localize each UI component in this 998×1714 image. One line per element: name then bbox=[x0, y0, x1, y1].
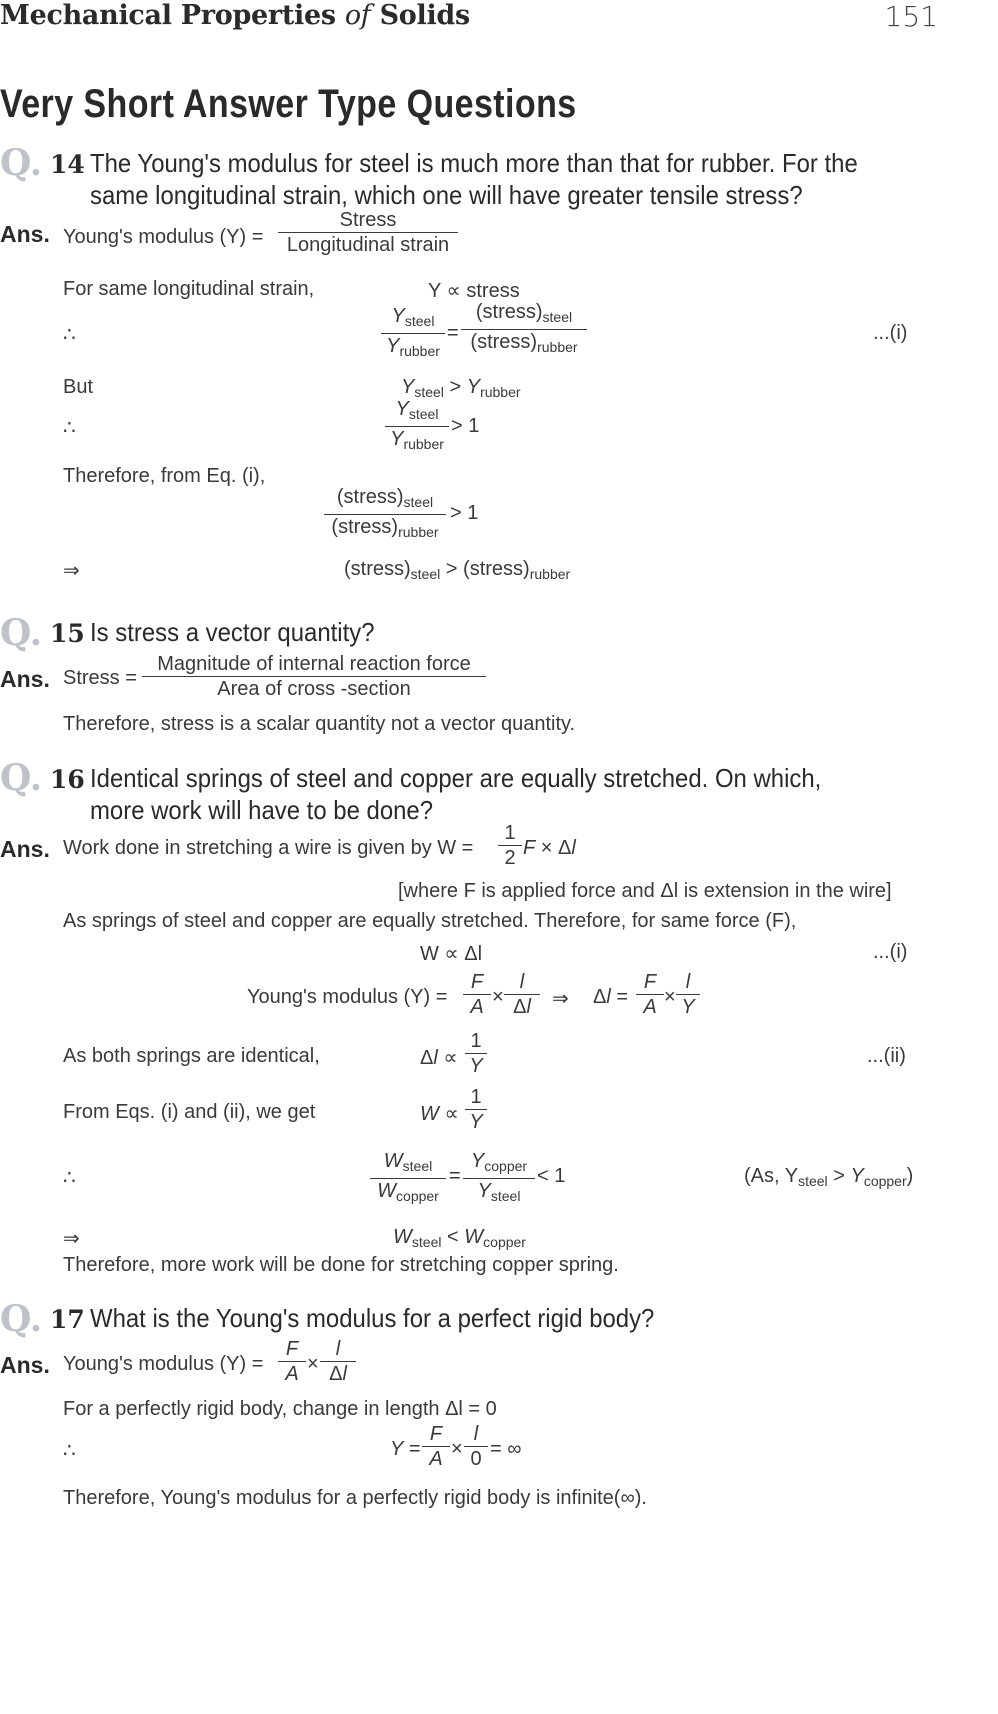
fraction-numerator: F bbox=[470, 971, 484, 993]
fraction-numerator: 1 bbox=[470, 1030, 482, 1052]
fraction-denominator: $Y_{rubber}$ bbox=[381, 333, 445, 363]
fraction-denominator: Δl bbox=[320, 1361, 356, 1386]
fraction-denominator: Longitudinal strain bbox=[278, 232, 458, 257]
half-fraction bbox=[500, 821, 520, 870]
fraction-numerator: l bbox=[335, 1338, 341, 1360]
from-eqs-text: From Eqs. (i) and (ii), we get bbox=[63, 1101, 316, 1123]
question-mark-icon: Q. bbox=[0, 757, 43, 799]
question-number: 15 bbox=[50, 619, 85, 648]
conclusion-text: Therefore, stress is a scalar quantity not a vector quantity. bbox=[63, 713, 576, 735]
w-prop: W ∝ bbox=[420, 1103, 459, 1125]
fraction-numerator: Magnitude of internal reaction force bbox=[157, 653, 471, 675]
w-steel-lt-w-copper: $W_{steel} < W_{copper}$ bbox=[393, 1226, 526, 1250]
times-sign: × bbox=[307, 1353, 319, 1375]
stress-fraction bbox=[144, 652, 484, 701]
implies-symbol: ⇒ bbox=[552, 988, 569, 1010]
l-over-zero-fraction bbox=[466, 1422, 486, 1471]
equals-infinity: = ∞ bbox=[490, 1438, 522, 1460]
l-over-dl-fraction bbox=[322, 1337, 354, 1386]
stress-ratio-fraction bbox=[463, 300, 585, 359]
question-text-line2: same longitudinal strain, which one will have greater tensile stress? bbox=[90, 180, 803, 210]
implies-symbol: ⇒ bbox=[63, 560, 80, 582]
fraction-numerator: 1 bbox=[470, 1086, 482, 1108]
rigid-body-text: For a perfectly rigid body, change in length Δl = 0 bbox=[63, 1398, 497, 1420]
fraction-denominator: 0 bbox=[464, 1446, 488, 1471]
youngs-modulus-label: Young's modulus (Y) = bbox=[63, 226, 264, 248]
answer-label: Ans. bbox=[0, 1352, 50, 1378]
question-number: 17 bbox=[50, 1305, 85, 1334]
same-strain-text: For same longitudinal strain, bbox=[63, 278, 315, 300]
from-eq-text: Therefore, from Eq. (i), bbox=[63, 465, 266, 487]
question-mark-icon: Q. bbox=[0, 1298, 43, 1340]
f-over-a-fraction bbox=[465, 970, 489, 1019]
question-text-line1: Identical springs of steel and copper are equally stretched. On which, bbox=[90, 763, 822, 793]
fraction-numerator: l bbox=[685, 971, 691, 993]
w-prop-dl: W ∝ Δl bbox=[420, 943, 483, 965]
fraction-denominator: $Y_{rubber}$ bbox=[385, 426, 449, 456]
therefore-symbol: ∴ bbox=[63, 1440, 76, 1462]
question-mark-icon: Q. bbox=[0, 142, 43, 184]
fraction-numerator: l bbox=[519, 971, 525, 993]
fraction-denominator: $(stress)_{rubber}$ bbox=[461, 329, 587, 359]
times-sign: × bbox=[492, 986, 504, 1008]
fraction-denominator: A bbox=[636, 994, 664, 1019]
answer-label: Ans. bbox=[0, 836, 50, 862]
f-over-a-fraction bbox=[424, 1422, 448, 1471]
fraction-numerator: $(stress)_{steel}$ bbox=[475, 301, 573, 325]
question-text-line1: The Young's modulus for steel is much more than that for rubber. For the bbox=[90, 148, 858, 178]
question-text-line1: What is the Young's modulus for a perfect rigid body? bbox=[90, 1303, 655, 1333]
fraction-denominator: 2 bbox=[498, 845, 522, 870]
l-over-dl-fraction bbox=[506, 970, 538, 1019]
fraction-numerator: F bbox=[285, 1338, 299, 1360]
equals-sign: = bbox=[447, 322, 459, 344]
greater-than-one: > 1 bbox=[451, 415, 480, 437]
fraction-numerator: $W_{steel}$ bbox=[383, 1150, 433, 1174]
fraction-numerator: $(stress)_{steel}$ bbox=[336, 486, 434, 510]
answer-label: Ans. bbox=[0, 221, 50, 247]
y-ratio-fraction bbox=[465, 1149, 533, 1208]
therefore-symbol: ∴ bbox=[63, 324, 76, 346]
conclusion-text: Therefore, Young's modulus for a perfectly rigid body is infinite(∞). bbox=[63, 1487, 647, 1509]
f-times-dl: F × Δl bbox=[523, 837, 576, 859]
f-over-a-fraction bbox=[638, 970, 662, 1019]
fraction-denominator: $W_{copper}$ bbox=[370, 1178, 446, 1208]
as-note: (As, $Y_{steel} > Y_{copper}$) bbox=[744, 1165, 914, 1189]
conclusion-text: Therefore, more work will be done for stretching copper spring. bbox=[63, 1254, 619, 1276]
question-text-line2: more work will have to be done? bbox=[90, 795, 434, 825]
stress-steel-gt-stress-rubber: $(stress)_{steel}$ > $(stress)_{rubber}$ bbox=[344, 558, 571, 582]
question-number: 16 bbox=[50, 765, 85, 794]
fraction-numerator: 1 bbox=[504, 822, 516, 844]
y-ratio-fraction bbox=[387, 397, 447, 456]
fraction-denominator: Δl bbox=[504, 994, 540, 1019]
l-over-y-fraction bbox=[678, 970, 698, 1019]
fraction-numerator: $Y_{steel}$ bbox=[391, 305, 435, 329]
fraction-numerator: $Y_{copper}$ bbox=[470, 1150, 528, 1174]
fraction-denominator: Area of cross -section bbox=[142, 676, 486, 701]
less-than-one: < 1 bbox=[537, 1165, 566, 1187]
equation-number: ...(i) bbox=[873, 941, 908, 963]
question-mark-icon: Q. bbox=[0, 612, 43, 654]
section-title: Very Short Answer Type Questions bbox=[0, 82, 577, 126]
equation-number: ...(i) bbox=[873, 322, 908, 344]
fraction-denominator: A bbox=[278, 1361, 306, 1386]
y-ratio-fraction bbox=[383, 304, 443, 363]
stress-label: Stress = bbox=[63, 667, 137, 689]
youngs-modulus-label: Young's modulus (Y) = bbox=[63, 1353, 264, 1375]
stress-ratio-fraction bbox=[326, 485, 444, 544]
page-number: 151 bbox=[884, 0, 938, 33]
running-header-title: Mechanical Properties of Solids bbox=[0, 0, 470, 31]
fraction-denominator: $(stress)_{rubber}$ bbox=[324, 514, 446, 544]
dl-equals: Δl = bbox=[593, 986, 629, 1008]
fraction-numerator: F bbox=[429, 1423, 443, 1445]
y-equals: Y = bbox=[390, 1438, 421, 1460]
identical-text: As both springs are identical, bbox=[63, 1045, 320, 1067]
fraction-denominator: Y bbox=[465, 1053, 487, 1078]
youngs-modulus-label: Young's modulus (Y) = bbox=[247, 986, 448, 1008]
equals-sign: = bbox=[449, 1165, 461, 1187]
one-over-y-fraction bbox=[467, 1029, 485, 1078]
equation-number: ...(ii) bbox=[867, 1045, 906, 1067]
times-sign: × bbox=[664, 986, 676, 1008]
fraction-denominator: $Y_{steel}$ bbox=[463, 1178, 535, 1208]
question-number: 14 bbox=[50, 150, 85, 179]
fraction-denominator: Y bbox=[676, 994, 700, 1019]
work-done-text: Work done in stretching a wire is given by W = bbox=[63, 837, 474, 859]
answer-label: Ans. bbox=[0, 666, 50, 692]
fraction-numerator: $Y_{steel}$ bbox=[395, 398, 439, 422]
times-sign: × bbox=[451, 1438, 463, 1460]
w-ratio-fraction bbox=[372, 1149, 444, 1208]
fraction-numerator: Stress bbox=[339, 209, 397, 231]
youngs-modulus-fraction bbox=[280, 208, 456, 257]
fraction-denominator: A bbox=[422, 1446, 450, 1471]
one-over-y-fraction bbox=[467, 1085, 485, 1134]
fraction-numerator: F bbox=[643, 971, 657, 993]
greater-than-one: > 1 bbox=[450, 502, 479, 524]
but-text: But bbox=[63, 376, 94, 398]
fraction-denominator: A bbox=[463, 994, 491, 1019]
dl-prop: Δl ∝ bbox=[420, 1047, 458, 1069]
equally-stretched-text: As springs of steel and copper are equally stretched. Therefore, for same force (F), bbox=[63, 910, 797, 932]
f-over-a-fraction bbox=[280, 1337, 304, 1386]
implies-symbol: ⇒ bbox=[63, 1228, 80, 1250]
question-text-line1: Is stress a vector quantity? bbox=[90, 617, 375, 647]
therefore-symbol: ∴ bbox=[63, 417, 76, 439]
where-note: [where F is applied force and Δl is extension in the wire] bbox=[398, 880, 892, 902]
fraction-numerator: l bbox=[473, 1423, 479, 1445]
y-prop-stress: Y ∝ stress bbox=[428, 280, 520, 302]
y-steel-gt-y-rubber: $Y_{steel} > Y_{rubber}$ bbox=[401, 376, 521, 400]
fraction-denominator: Y bbox=[465, 1109, 487, 1134]
therefore-symbol: ∴ bbox=[63, 1167, 76, 1189]
